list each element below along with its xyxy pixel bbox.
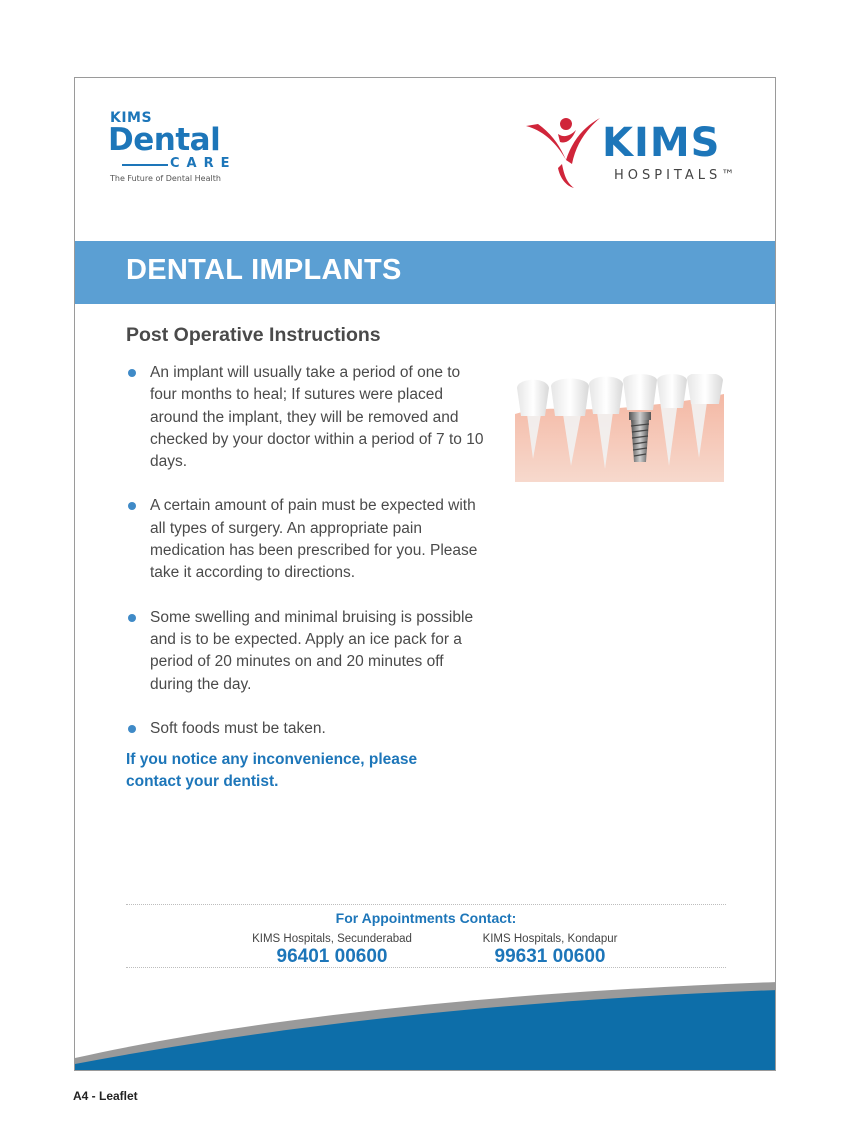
contact-location: KIMS Hospitals, Secunderabad <box>252 933 412 945</box>
hospital-logo-sub: HOSPITALS™ <box>614 168 739 183</box>
dental-implant-image <box>515 374 724 482</box>
instruction-text: An implant will usually take a period of one to four months to heal; If sutures were placed around the implant, they will be removed and checked by your doctor within a period of 7 to 10 days. <box>150 364 484 471</box>
format-label: A4 - Leaflet <box>73 1089 138 1103</box>
bullet-icon <box>128 369 136 377</box>
contact-secunderabad <box>232 933 432 968</box>
instruction-text: Soft foods must be taken. <box>150 719 326 737</box>
instruction-list <box>126 362 486 762</box>
bullet-icon <box>128 725 136 733</box>
hospital-logo-kims: KIMS <box>602 120 721 166</box>
divider-top <box>126 904 726 905</box>
dental-logo-name: Dental <box>108 122 221 158</box>
contact-kondapur <box>450 933 650 968</box>
divider-bottom <box>126 967 726 968</box>
section-title: Post Operative Instructions <box>126 324 381 346</box>
leaflet-sheet <box>74 77 776 1071</box>
list-item <box>126 718 486 740</box>
title-band <box>75 241 776 304</box>
kims-hospitals-logo <box>522 112 752 192</box>
contact-phone[interactable]: 96401 00600 <box>276 946 388 967</box>
instruction-text: A certain amount of pain must be expected with all types of surgery. An appropriate pain medication has been prescribed for you. Please take it according to directions. <box>150 497 478 582</box>
instruction-text: Some swelling and minimal bruising is possible and is to be expected. Apply an ice pack for a period of 20 minutes on and 20 minutes off during the day. <box>150 608 474 693</box>
list-item <box>126 495 486 584</box>
list-item <box>126 362 486 473</box>
contact-phone[interactable]: 99631 00600 <box>494 946 606 967</box>
kims-figure-icon <box>522 112 604 192</box>
appointments-title: For Appointments Contact: <box>335 910 517 926</box>
dental-logo-care: CARE <box>170 156 237 171</box>
dental-logo-rule <box>122 164 168 166</box>
notice-text: If you notice any inconvenience, please contact your dentist. <box>126 751 418 790</box>
bullet-icon <box>128 614 136 622</box>
dental-logo-kims: KIMS <box>110 110 153 126</box>
bullet-icon <box>128 502 136 510</box>
footer-wave <box>75 970 776 1071</box>
list-item <box>126 607 486 696</box>
page-title: DENTAL IMPLANTS <box>126 254 402 286</box>
dental-care-logo <box>108 110 248 190</box>
dental-logo-tagline: The Future of Dental Health <box>110 174 221 183</box>
contact-location: KIMS Hospitals, Kondapur <box>482 933 618 945</box>
